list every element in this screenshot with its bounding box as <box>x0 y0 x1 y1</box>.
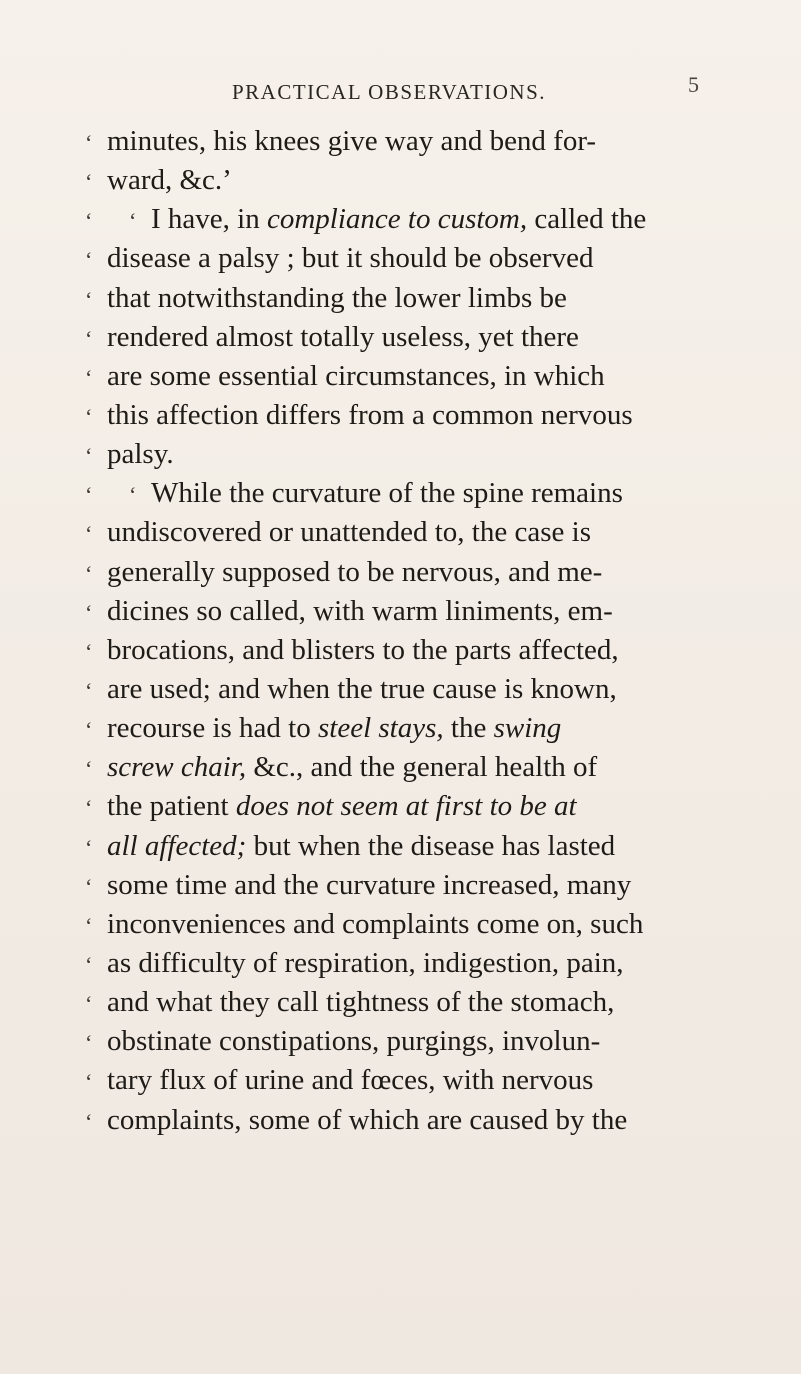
text-line <box>85 670 725 709</box>
line-text: &c., and the general health of <box>246 751 598 784</box>
quote-mark: ‘ <box>85 951 93 977</box>
line-text: palsy. <box>107 438 174 471</box>
line-text: called the <box>527 203 647 236</box>
line-text: ward, &c.’ <box>107 164 232 197</box>
quote-mark: ‘ <box>85 521 93 547</box>
line-text: undiscovered or unattended to, the case is <box>107 516 591 549</box>
quote-mark: ‘ <box>85 638 93 664</box>
quote-mark: ‘ <box>85 677 93 703</box>
text-line <box>85 553 725 592</box>
line-text: that notwithstanding the lower limbs be <box>107 281 567 314</box>
line-text: the patient <box>107 790 236 823</box>
line-text: inconveniences and complaints come on, such <box>107 907 644 940</box>
quote-mark: ‘ <box>85 1108 93 1134</box>
quote-mark: ‘ <box>85 1030 93 1056</box>
opening-quote-mark: ‘ <box>129 208 137 234</box>
quote-mark: ‘ <box>85 208 93 234</box>
quote-mark: ‘ <box>85 834 93 860</box>
line-text: I have, in <box>151 203 267 236</box>
quote-mark: ‘ <box>85 991 93 1017</box>
quote-mark: ‘ <box>85 795 93 821</box>
text-line <box>85 866 725 905</box>
text-line <box>85 905 725 944</box>
text-line <box>85 827 725 866</box>
text-line <box>85 787 725 826</box>
quote-mark: ‘ <box>85 403 93 429</box>
italic-text: all affected; <box>107 829 247 862</box>
text-line <box>85 279 725 318</box>
italic-text: does not seem at first to be at <box>235 790 577 823</box>
text-line <box>85 200 725 239</box>
text-line <box>85 474 725 513</box>
quote-mark: ‘ <box>85 286 93 312</box>
opening-quote-mark: ‘ <box>129 482 137 508</box>
line-text: dicines so called, with warm liniments, em- <box>107 594 613 627</box>
text-line <box>85 513 725 552</box>
line-text: tary flux of urine and fœces, with nervous <box>107 1064 594 1097</box>
line-text: but when the disease has lasted <box>246 829 616 862</box>
text-line <box>85 396 725 435</box>
quote-mark: ‘ <box>85 560 93 586</box>
italic-text: swing <box>493 712 562 745</box>
page-number: 5 <box>688 72 699 97</box>
line-text: obstinate constipations, purgings, involun- <box>107 1025 601 1058</box>
quote-mark: ‘ <box>85 325 93 351</box>
line-text: complaints, some of which are caused by the <box>107 1103 628 1136</box>
text-line <box>85 592 725 631</box>
quote-mark: ‘ <box>85 443 93 469</box>
text-line <box>85 748 725 787</box>
quote-mark: ‘ <box>85 482 93 508</box>
quote-mark: ‘ <box>85 1069 93 1095</box>
line-text: as difficulty of respiration, indigestion, pain, <box>107 946 624 979</box>
line-text: rendered almost totally useless, yet there <box>107 320 579 353</box>
text-line <box>85 944 725 983</box>
text-line <box>85 122 725 161</box>
italic-text: screw chair, <box>107 751 247 784</box>
text-line <box>85 435 725 474</box>
text-line <box>85 318 725 357</box>
line-text: are some essential circumstances, in which <box>107 359 605 392</box>
text-line <box>85 631 725 670</box>
italic-text: steel stays, <box>318 712 444 745</box>
line-text: some time and the curvature increased, many <box>107 868 632 901</box>
text-line <box>85 983 725 1022</box>
line-text: and what they call tightness of the stomach, <box>107 986 615 1019</box>
line-text: generally supposed to be nervous, and me- <box>107 555 603 588</box>
line-text: recourse is had to <box>107 712 318 745</box>
quote-mark: ‘ <box>85 873 93 899</box>
line-text: minutes, his knees give way and bend for- <box>107 125 597 157</box>
line-text: are used; and when the true cause is known, <box>107 672 617 705</box>
line-text: this affection differs from a common nervous <box>107 398 633 431</box>
quote-mark: ‘ <box>85 756 93 782</box>
text-line <box>85 709 725 748</box>
text-line <box>85 357 725 396</box>
text-line <box>85 1101 725 1140</box>
quote-mark: ‘ <box>85 169 93 195</box>
quote-mark: ‘ <box>85 247 93 273</box>
line-text: brocations, and blisters to the parts affected, <box>107 633 619 666</box>
text-line <box>85 161 725 200</box>
quote-mark: ‘ <box>85 364 93 390</box>
italic-text: compliance to custom, <box>266 203 528 236</box>
line-text: disease a palsy ; but it should be observed <box>107 242 594 275</box>
text-line <box>85 1022 725 1061</box>
quote-mark: ‘ <box>85 130 93 155</box>
line-text: While the curvature of the spine remains <box>151 477 623 510</box>
quote-mark: ‘ <box>85 912 93 938</box>
running-head: PRACTICAL OBSERVATIONS. <box>232 80 547 104</box>
quote-mark: ‘ <box>85 599 93 625</box>
text-line <box>85 239 725 278</box>
text-line <box>85 1061 725 1100</box>
line-text: the <box>443 712 494 745</box>
quote-mark: ‘ <box>85 717 93 743</box>
body-text <box>85 122 725 1140</box>
